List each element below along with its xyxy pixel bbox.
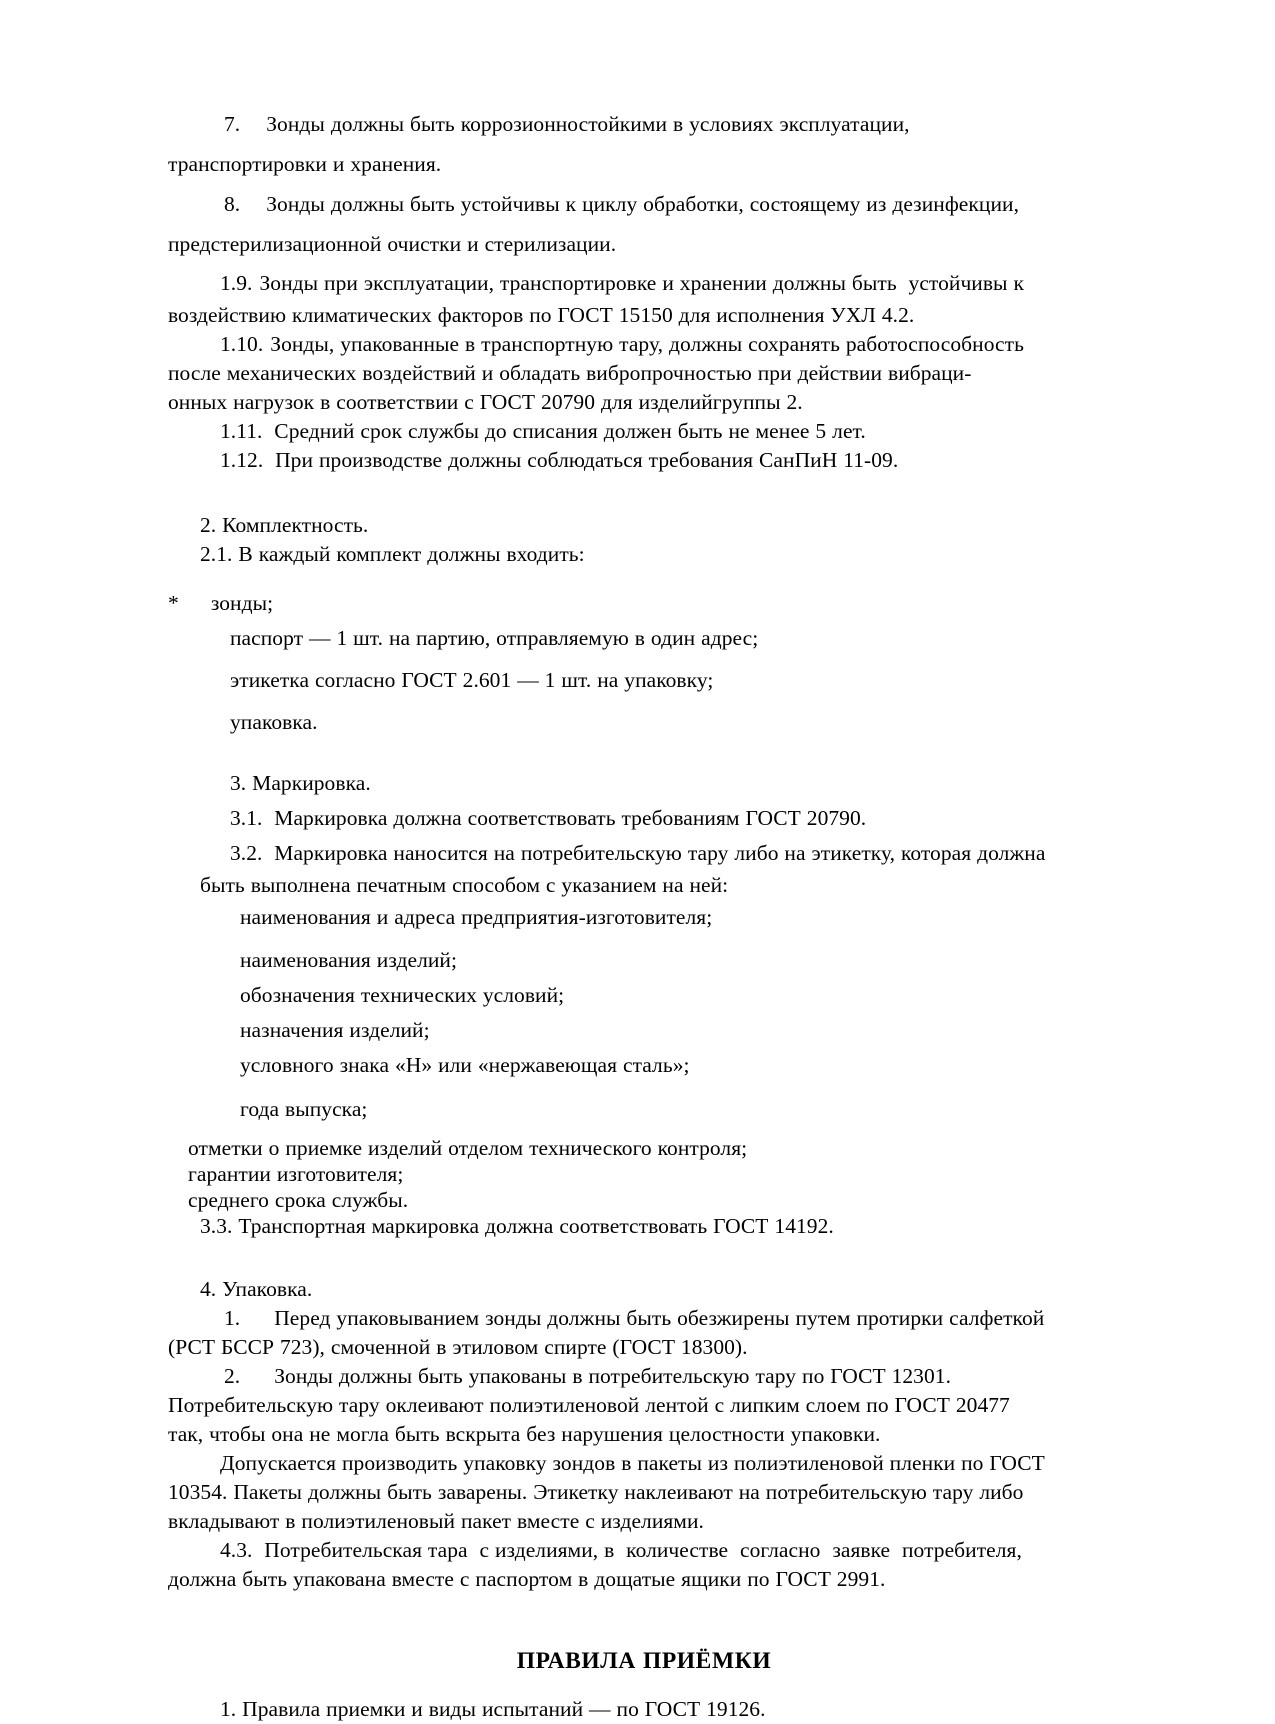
packaging-clause-1-text: Перед упаковыванием зонды должны быть обезжирены путем протирки салфеткой (274, 1306, 1045, 1330)
packaging-clause-2-line-1 (168, 1362, 1120, 1391)
requirement-item-8 (168, 184, 1120, 264)
packaging-clause-1-line-2: (РСТ БССР 723), смоченной в этиловом спирте (ГОСТ 18300). (168, 1335, 748, 1359)
packaging-clause-2-line-3: так, чтобы она не могла быть вскрыта без нарушения целостности упаковки. (168, 1422, 881, 1446)
marking-detail-product-name: наименования изделий; (240, 948, 458, 972)
clause-4-3-line-2: должна быть упакована вместе с паспортом в дощатые ящики по ГОСТ 2991. (168, 1567, 886, 1591)
packaging-allowance-line-3: вкладывают в полиэтиленовый пакет вместе с изделиями. (168, 1509, 704, 1533)
packaging-allowance-line-2: 10354. Пакеты должны быть заварены. Этикетку наклеивают на потребительскую тару либо (168, 1480, 1024, 1504)
requirement-8-text-line-1: Зонды должны быть устойчивы к циклу обработки, состоящему из дезинфекции, (266, 192, 1019, 216)
clause-1-10-text-line-1: Зонды, упакованные в транспортную тару, должны сохранять работоспособность (270, 332, 1024, 356)
spacer-before-flush-items (168, 1127, 1120, 1135)
packaging-clause-1 (168, 1304, 1120, 1362)
clause-3-2-line-1: 3.2. Маркировка наносится на потребительскую тару либо на этикетку, которая должна (230, 841, 1046, 865)
requirement-item-7 (168, 104, 1120, 184)
spacer-before-kit-list (168, 569, 1120, 586)
kit-item-passport: паспорт — 1 шт. на партию, отправляемую в один адрес; (230, 626, 759, 650)
clause-2-1: 2.1. В каждый комплект должны входить: (200, 542, 585, 566)
kit-item-packaging: упаковка. (230, 710, 318, 734)
kit-item-label: этикетка согласно ГОСТ 2.601 — 1 шт. на упаковку; (230, 668, 714, 692)
kit-item-zondy-row (168, 586, 1120, 621)
clause-3-2-line-2: быть выполнена печатным способом с указанием на ней: (200, 873, 729, 897)
spacer-before-packaging (168, 1239, 1120, 1275)
marking-detail-qc-acceptance: отметки о приемке изделий отделом технического контроля; (188, 1136, 748, 1160)
packaging-allowance-line-1: Допускается производить упаковку зондов в пакеты из полиэтиленовой пленки по ГОСТ (220, 1451, 1045, 1475)
packaging-clause-2-number: 2. (224, 1364, 241, 1388)
clause-1-9-line-1 (168, 266, 1120, 301)
document-body (168, 104, 1120, 1724)
clause-1-10-line-3: онных нагрузок в соответствии с ГОСТ 20790 для изделийгруппы 2. (168, 390, 803, 414)
requirement-7-line-1 (168, 104, 1120, 144)
packaging-clause-2 (168, 1362, 1120, 1449)
clause-3-3: 3.3. Транспортная маркировка должна соответствовать ГОСТ 14192. (200, 1214, 834, 1238)
clause-1-9-number: 1.9. (220, 271, 253, 295)
packaging-clause-1-number: 1. (224, 1306, 241, 1330)
clause-1-12: 1.12. При производстве должны соблюдаться требования СанПиН 11-09. (220, 448, 899, 472)
marking-detail-year: года выпуска; (240, 1097, 368, 1121)
packaging-clause-2-text: Зонды должны быть упакованы в потребительскую тару по ГОСТ 12301. (274, 1364, 952, 1388)
clause-4-3 (168, 1536, 1120, 1594)
requirement-7-number: 7. (224, 112, 241, 136)
packaging-title: 4. Упаковка. (200, 1277, 313, 1301)
clause-1-11: 1.11. Средний срок службы до списания должен быть не менее 5 лет. (220, 419, 866, 443)
kit-item-zondy: зонды; (210, 591, 274, 615)
packaging-clause-2-line-2: Потребительскую тару оклеивают полиэтиленовой лентой с липким слоем по ГОСТ 20477 (168, 1393, 1010, 1417)
marking-detail-symbol: условного знака «Н» или «нержавеющая сталь»; (240, 1053, 690, 1077)
packaging-clause-1-line-1 (168, 1304, 1120, 1333)
marking-detail-purpose: назначения изделий; (240, 1018, 430, 1042)
clause-3-1: 3.1. Маркировка должна соответствовать требованиям ГОСТ 20790. (230, 806, 867, 830)
clause-3-2 (168, 836, 1120, 900)
spacer-before-acceptance-heading (168, 1594, 1120, 1646)
clause-1-10 (168, 330, 1120, 417)
marking-detail-manufacturer: наименования и адреса предприятия-изготовителя; (240, 905, 713, 929)
spacer-after-acceptance-heading (168, 1678, 1120, 1695)
clause-1-9-line-2: воздействию климатических факторов по ГОСТ 15150 для исполнения УХЛ 4.2. (168, 303, 915, 327)
acceptance-rules-heading: ПРАВИЛА ПРИЁМКИ (516, 1648, 772, 1674)
clause-1-9 (168, 266, 1120, 330)
clause-1-10-line-2: после механических воздействий и обладать вибропрочностью при действии вибраци- (168, 361, 972, 385)
marking-detail-tech-conditions: обозначения технических условий; (240, 983, 565, 1007)
requirement-7-text-line-1: Зонды должны быть коррозионностойкими в условиях эксплуатации, (266, 112, 910, 136)
spacer-before-completeness (168, 475, 1120, 511)
bullet-star-icon: * (168, 591, 179, 615)
completeness-title: 2. Комплектность. (200, 513, 369, 537)
spacer-before-marking (168, 740, 1120, 766)
requirement-8-number: 8. (224, 192, 241, 216)
clause-1-10-number: 1.10. (220, 332, 264, 356)
clause-4-3-line-1: 4.3. Потребительская тара с изделиями, в количестве согласно заявке потребителя, (220, 1538, 1022, 1562)
clause-1-10-line-1 (168, 330, 1120, 359)
packaging-allowance (168, 1449, 1120, 1536)
marking-title: 3. Маркировка. (230, 771, 371, 795)
requirement-8-line-1 (168, 184, 1120, 224)
requirement-7-line-2: транспортировки и хранения. (168, 152, 442, 176)
acceptance-clause-1: 1. Правила приемки и виды испытаний — по ГОСТ 19126. (220, 1696, 766, 1721)
marking-detail-service-life: среднего срока службы. (188, 1188, 409, 1212)
clause-1-9-text-line-1: Зонды при эксплуатации, транспортировке и хранении должны быть устойчивы к (259, 271, 1024, 295)
marking-detail-warranty: гарантии изготовителя; (188, 1162, 404, 1186)
requirement-8-line-2: предстерилизационной очистки и стерилизации. (168, 232, 617, 256)
